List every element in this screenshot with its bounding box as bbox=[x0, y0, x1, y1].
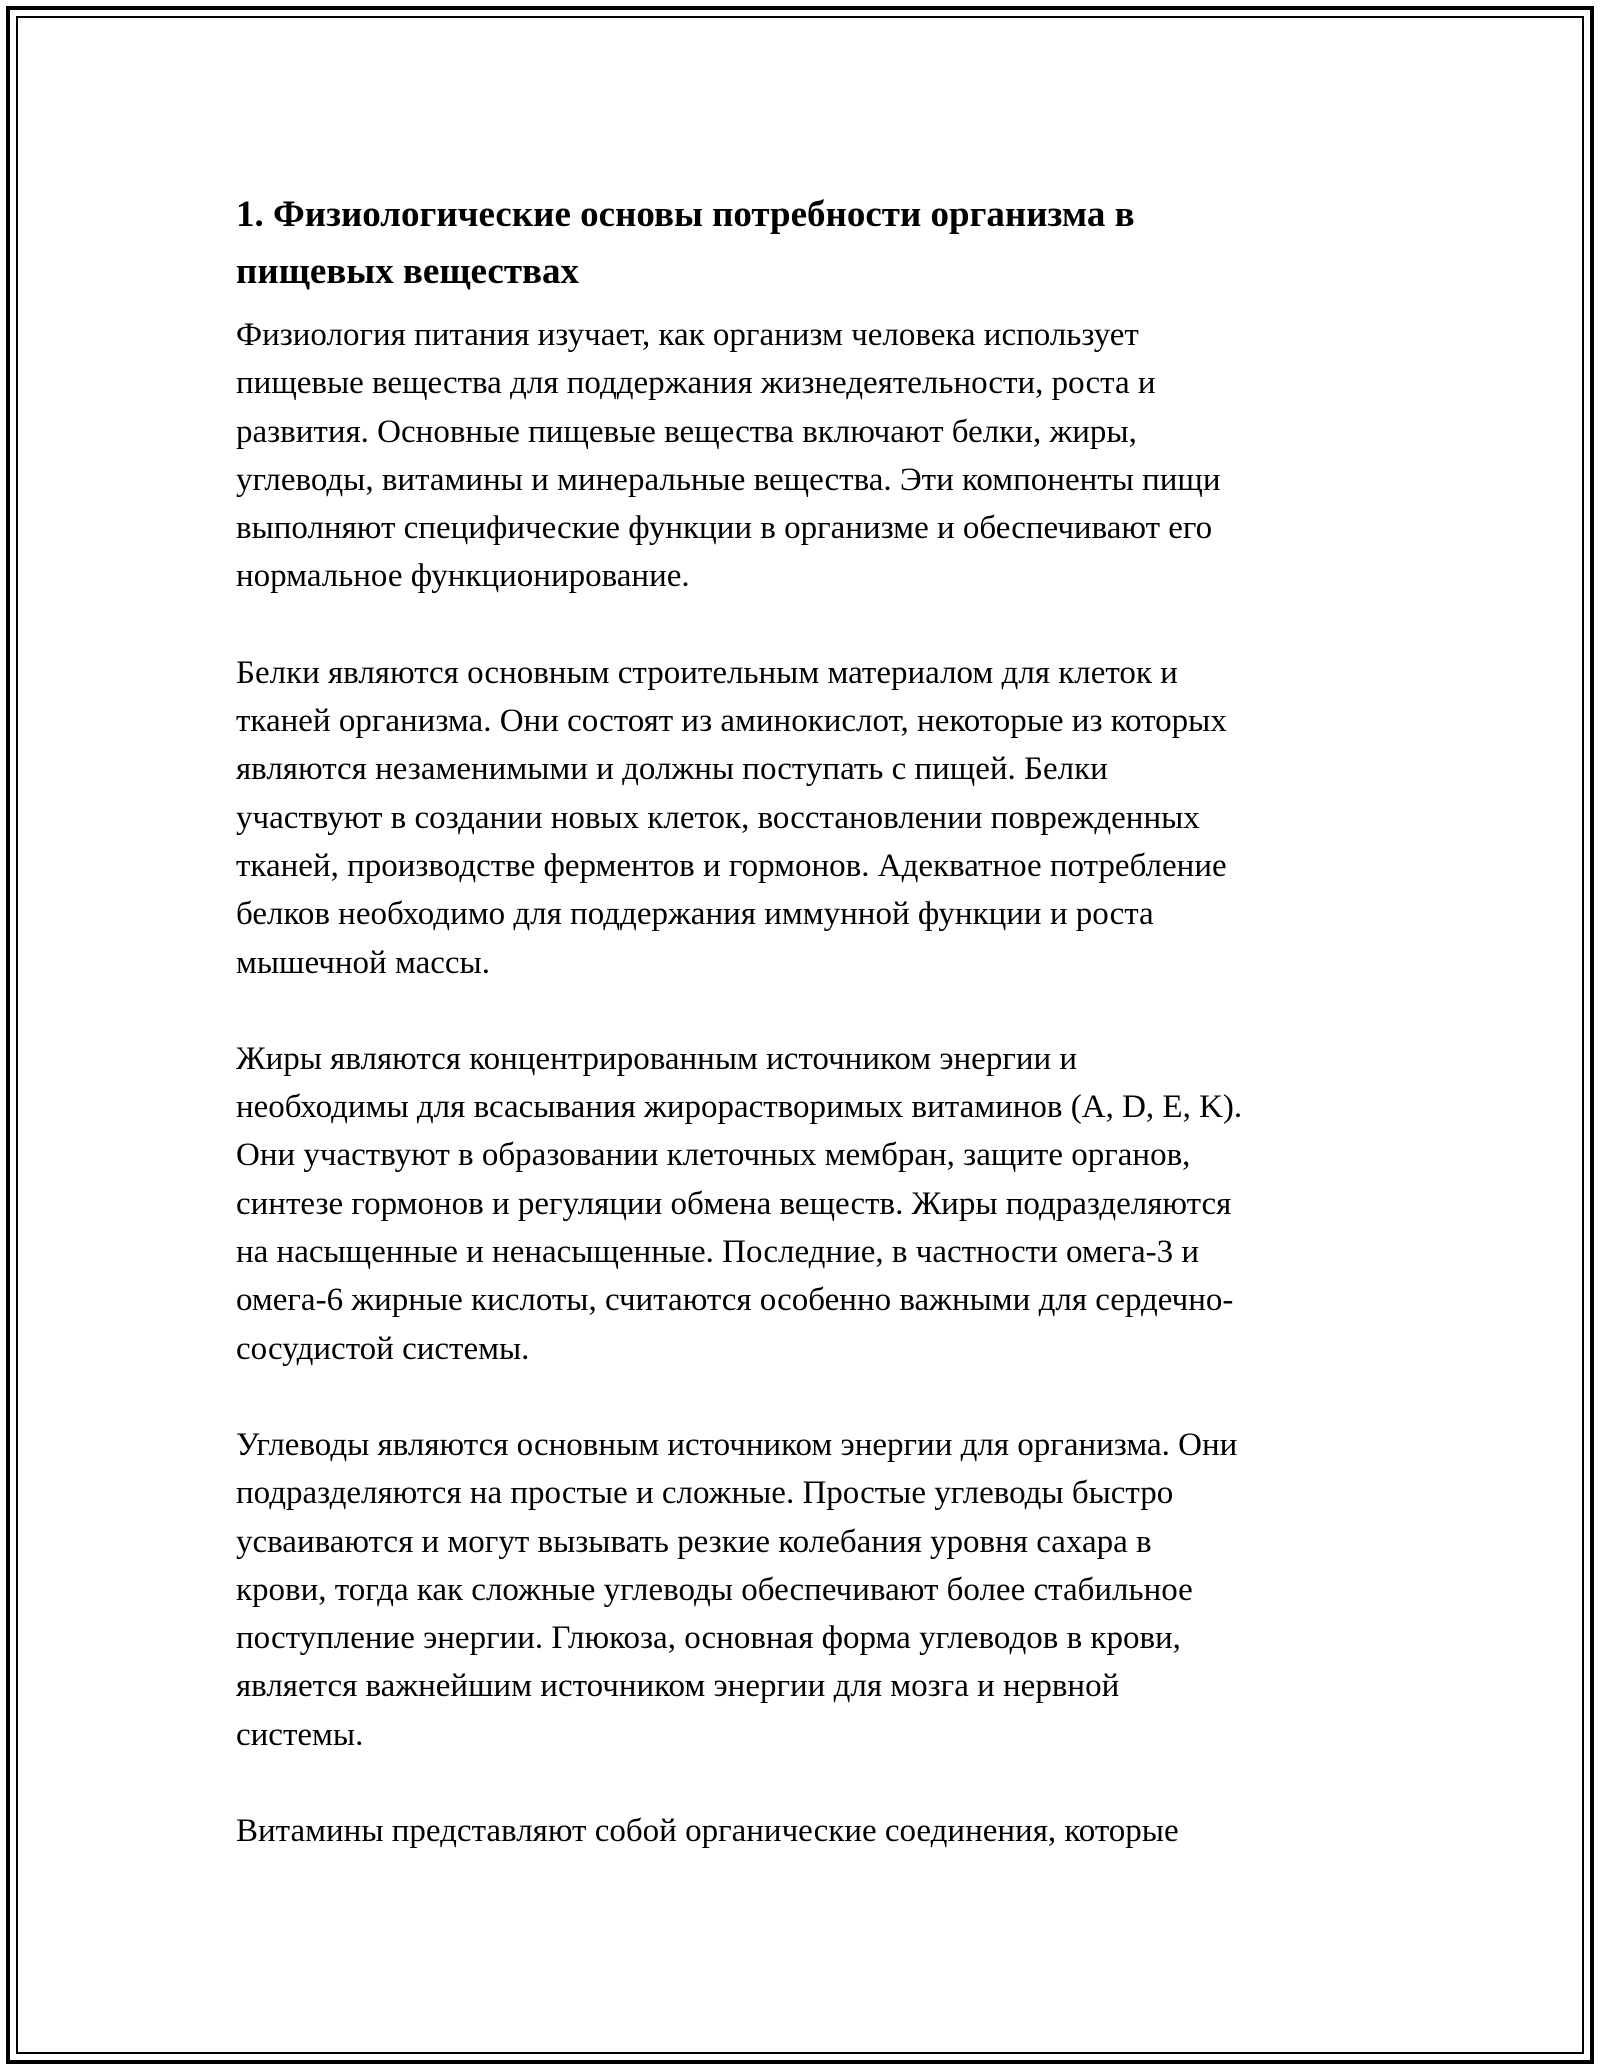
section-heading-line: 1. Физиологические основы потребности организма в bbox=[236, 194, 1135, 235]
text-line: Белки являются основным строительным материалом для клеток и bbox=[236, 654, 1178, 691]
paragraph-fats bbox=[236, 1035, 1366, 1373]
text-line: поступление энергии. Глюкоза, основная форма углеводов в крови, bbox=[236, 1620, 1181, 1657]
paragraph-nutrition-physiology bbox=[236, 311, 1366, 601]
text-line: усваиваются и могут вызывать резкие колебания уровня сахара в bbox=[236, 1523, 1152, 1560]
text-line: Физиология питания изучает, как организм человека использует bbox=[236, 317, 1139, 353]
text-line: Витамины представляют собой органические соединения, которые bbox=[236, 1813, 1179, 1850]
text-line: крови, тогда как сложные углеводы обеспечивают более стабильное bbox=[236, 1571, 1193, 1608]
text-line: тканей, производстве ферментов и гормонов. Адекватное потребление bbox=[236, 847, 1227, 884]
text-line: является важнейшим источником энергии для мозга и нервной bbox=[236, 1668, 1120, 1705]
section-heading-line: пищевых веществах bbox=[236, 251, 580, 292]
text-line: необходимы для всасывания жирорастворимых витаминов (A, D, E, K). bbox=[236, 1089, 1243, 1126]
section-heading bbox=[236, 186, 1366, 300]
text-line: тканей организма. Они состоят из аминокислот, некоторые из которых bbox=[236, 703, 1227, 740]
paragraph-proteins bbox=[236, 649, 1366, 987]
text-line: нормальное функционирование. bbox=[236, 558, 690, 595]
text-line: на насыщенные и ненасыщенные. Последние, в частности омега-3 и bbox=[236, 1234, 1199, 1271]
text-line: белков необходимо для поддержания иммунной функции и роста bbox=[236, 896, 1154, 933]
text-line: подразделяются на простые и сложные. Простые углеводы быстро bbox=[236, 1475, 1174, 1512]
text-line: участвуют в создании новых клеток, восстановлении поврежденных bbox=[236, 799, 1200, 836]
text-line: синтезе гормонов и регуляции обмена веществ. Жиры подразделяются bbox=[236, 1185, 1232, 1222]
text-line: Они участвуют в образовании клеточных мембран, защите органов, bbox=[236, 1137, 1191, 1174]
text-line: сосудистой системы. bbox=[236, 1330, 530, 1367]
text-line: системы. bbox=[236, 1716, 364, 1753]
paragraph-vitamins bbox=[236, 1807, 1366, 1855]
text-line: омега-6 жирные кислоты, считаются особенно важными для сердечно- bbox=[236, 1282, 1234, 1319]
text-line: Жиры являются концентрированным источником энергии и bbox=[236, 1040, 1078, 1077]
text-line: углеводы, витамины и минеральные вещества. Эти компоненты пищи bbox=[236, 461, 1221, 498]
paragraph-carbohydrates bbox=[236, 1421, 1366, 1759]
text-line: являются незаменимыми и должны поступать с пищей. Белки bbox=[236, 751, 1108, 788]
text-line: выполняют специфические функции в организме и обеспечивают его bbox=[236, 510, 1213, 547]
text-line: мышечной массы. bbox=[236, 944, 490, 981]
text-line: Углеводы являются основным источником энергии для организма. Они bbox=[236, 1426, 1238, 1463]
document-body bbox=[236, 186, 1366, 1855]
text-line: пищевые вещества для поддержания жизнедеятельности, роста и bbox=[236, 365, 1156, 402]
text-line: развития. Основные пищевые вещества включают белки, жиры, bbox=[236, 413, 1137, 450]
